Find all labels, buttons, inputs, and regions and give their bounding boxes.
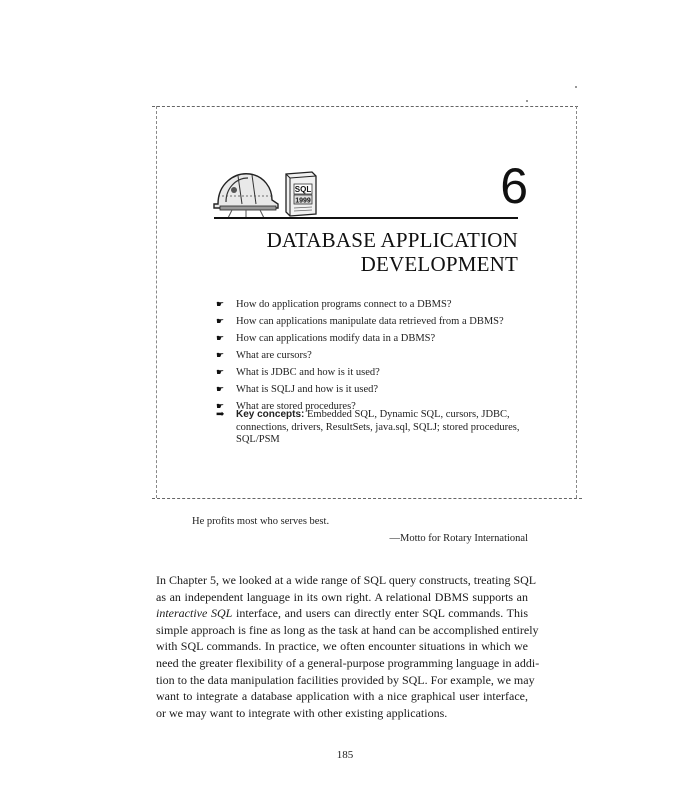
chapter-rule <box>214 217 518 219</box>
question-text: What is SQLJ and how is it used? <box>236 384 379 395</box>
key-concepts-label: Key concepts: <box>236 409 305 420</box>
body-line: as an independent language in its own right. A relational DBMS supports an <box>156 589 528 604</box>
body-line: or we may want to integrate with other existing applications. <box>156 705 448 720</box>
body-paragraph <box>156 572 540 721</box>
pointing-hand-icon: ☛ <box>216 316 225 326</box>
question-text: What are stored procedures? <box>236 401 356 412</box>
pointing-hand-icon: ☛ <box>216 350 225 360</box>
chapter-number: 6 <box>500 158 528 214</box>
pointing-hand-icon: ☛ <box>216 384 225 394</box>
body-emphasis: interactive SQL <box>156 606 233 621</box>
body-line <box>156 605 528 622</box>
question-item <box>216 296 526 313</box>
key-concepts-line: Embedded SQL, Dynamic SQL, cursors, JDBC, <box>306 409 510 420</box>
pointing-hand-icon: ☛ <box>216 333 225 343</box>
question-text: How do application programs connect to a DBMS? <box>236 299 452 310</box>
body-line: tion to the data manipulation facilities provided by SQL. For example, we may <box>156 672 535 687</box>
question-item <box>216 313 526 330</box>
chapter-title-line: DATABASE APPLICATION <box>266 228 518 252</box>
body-line: want to integrate a database application with a nice graphical user interface, <box>156 689 528 704</box>
epigraph-quote: He profits most who serves best. <box>192 516 330 527</box>
frame-right-border <box>576 106 577 498</box>
frame-left-border <box>156 106 157 498</box>
key-concepts-line: connections, drivers, ResultSets, java.sql, SQLJ; stored procedures, <box>236 421 520 433</box>
body-line: In Chapter 5, we looked at a wide range of SQL query constructs, treating SQL <box>156 573 537 587</box>
chapter-title <box>214 228 518 276</box>
page-number: 185 <box>336 749 354 761</box>
book-label-bottom: 1999 <box>295 197 311 205</box>
chapter-questions <box>216 296 526 415</box>
question-item <box>216 330 526 347</box>
pointing-hand-icon: ☛ <box>216 401 225 411</box>
question-text: What are cursors? <box>236 350 312 361</box>
body-line: need the greater flexibility of a general-purpose programming language in addi- <box>156 655 540 670</box>
pointing-hand-icon: ☛ <box>216 367 225 377</box>
scan-speck <box>526 100 528 102</box>
hardhat-icon <box>214 174 278 218</box>
question-item <box>216 381 526 398</box>
frame-top-border <box>152 106 578 107</box>
double-arrow-icon: ➡ <box>216 409 225 420</box>
body-line-rest: interface, and users can directly enter SQL commands. This <box>236 606 528 621</box>
book-label-top: SQL <box>294 185 312 194</box>
key-concepts-line: SQL/PSM <box>236 434 280 445</box>
question-text: How can applications modify data in a DBMS? <box>236 333 436 344</box>
question-item <box>216 364 526 381</box>
question-text: What is JDBC and how is it used? <box>236 367 380 378</box>
body-line: with SQL commands. In practice, we often encounter situations in which we <box>156 639 528 654</box>
frame-bottom-border <box>152 498 582 499</box>
chapter-illustration <box>212 164 326 220</box>
key-concepts <box>216 409 526 447</box>
question-item <box>216 347 526 364</box>
chapter-title-line: DEVELOPMENT <box>360 252 518 276</box>
body-line: simple approach is fine as long as the task at hand can be accomplished entirely <box>156 622 539 637</box>
question-text: How can applications manipulate data retrieved from a DBMS? <box>236 316 504 327</box>
epigraph-attribution: —Motto for Rotary International <box>389 533 528 544</box>
pointing-hand-icon: ☛ <box>216 299 225 309</box>
scan-speck <box>575 86 577 88</box>
sql-book-icon <box>286 172 316 216</box>
